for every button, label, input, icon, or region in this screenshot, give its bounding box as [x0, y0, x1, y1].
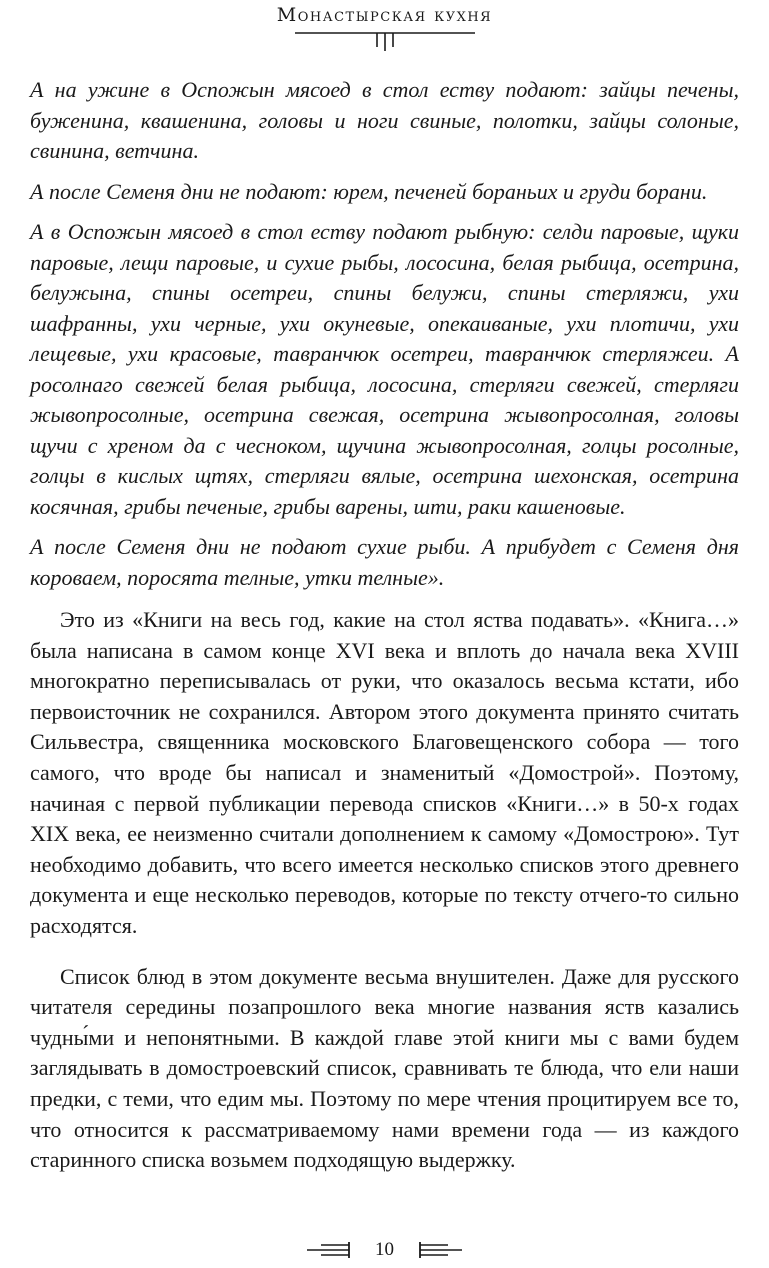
- folio: [0, 1240, 769, 1260]
- main-text: [30, 75, 739, 1196]
- running-title: Монастырская кухня: [276, 4, 493, 26]
- trident-rule-icon: [295, 30, 475, 52]
- quote-paragraph: А после Семеня дни не подают: юрем, печеней бораньих и груди борани.: [30, 178, 708, 204]
- quote-paragraph: А на ужине в Оспожын мясоед в стол ествy подают: зайцы печены, буженина, квашенина, головы и ноги свиные, полотки, зайцы солоные, свинина, ветчина.: [30, 77, 739, 163]
- quotation-block: [30, 75, 739, 593]
- prose-paragraph: Это из «Книги на весь год, какие на стол яства подавать». «Книга…» была написана в самом конце XVI века и вплоть до начала века XVIII многократно переписывалась от руки, что оказалось весьма кстати, ибо первоисточник не сохранился. Автором этого документа принято считать Сильвестра, священника московского Благовещенского собора — того самого, что вроде бы написал и знаменитый «Домострой». Поэтому, начиная с первой публикации перевода списков «Книги…» в 50-х годах XIX века, ее неизменно считали дополнением к самому «Домострою». Тут необходимо добавить, что всего имеется несколько списков этого древнего документа и еще несколько переводов, которые по тексту отчего-то сильно расходятся.: [30, 607, 739, 938]
- triple-rule-left-icon: [307, 1241, 353, 1259]
- running-head: [0, 4, 769, 52]
- triple-rule-right-icon: [416, 1241, 462, 1259]
- prose-paragraph: Список блюд в этом документе весьма внушителен. Даже для русского читателя середины позапрошлого века многие названия яств казались чудны́ми и непонятными. В каждой главе этой книги мы с вами будем заглядывать в домостроевский список, сравнивать те блюда, что ели наши предки, с теми, что едим мы. Поэтому по мере чтения процитируем все то, что относится к рассматриваемому нами времени года — из каждого старинного списка возьмем подходящую выдержку.: [30, 963, 739, 1173]
- quote-paragraph: А после Семеня дни не подают сухие рыби. А прибудет с Семеня дня короваем, поросята телные, утки телные».: [30, 534, 739, 590]
- quote-paragraph: А в Оспожын мясоед в стол ествy подают рыбную: селди паровые, щуки паровые, лещи паровые, и сухие рыбы, лососина, белая рыбица, осетрина, белужына, спины осетреи, спины белужи, спины стерляжи, ухи шафранны, ухи черные, ухи окуневые, опекаиваные, ухи плотичи, ухи лещевые, ухи красовые, тавранчюк осетреи, тавранчюк стерляжеи. А росолнаго свежей белая рыбица, лососина, стерляги свежей, стерляги жывопросолные, осетрина свежая, осетрина жывопросолная, головы щучи с хреном да с чесноком, щучина жывопросолная, голцы росолные, голцы в кислых щтях, стерляги вялые, осетрина шехонская, осетрина косячная, грибы печеные, грибы варены, шти, раки кашеновые.: [30, 219, 739, 519]
- page-number: 10: [375, 1239, 394, 1260]
- prose-block: [30, 605, 739, 1176]
